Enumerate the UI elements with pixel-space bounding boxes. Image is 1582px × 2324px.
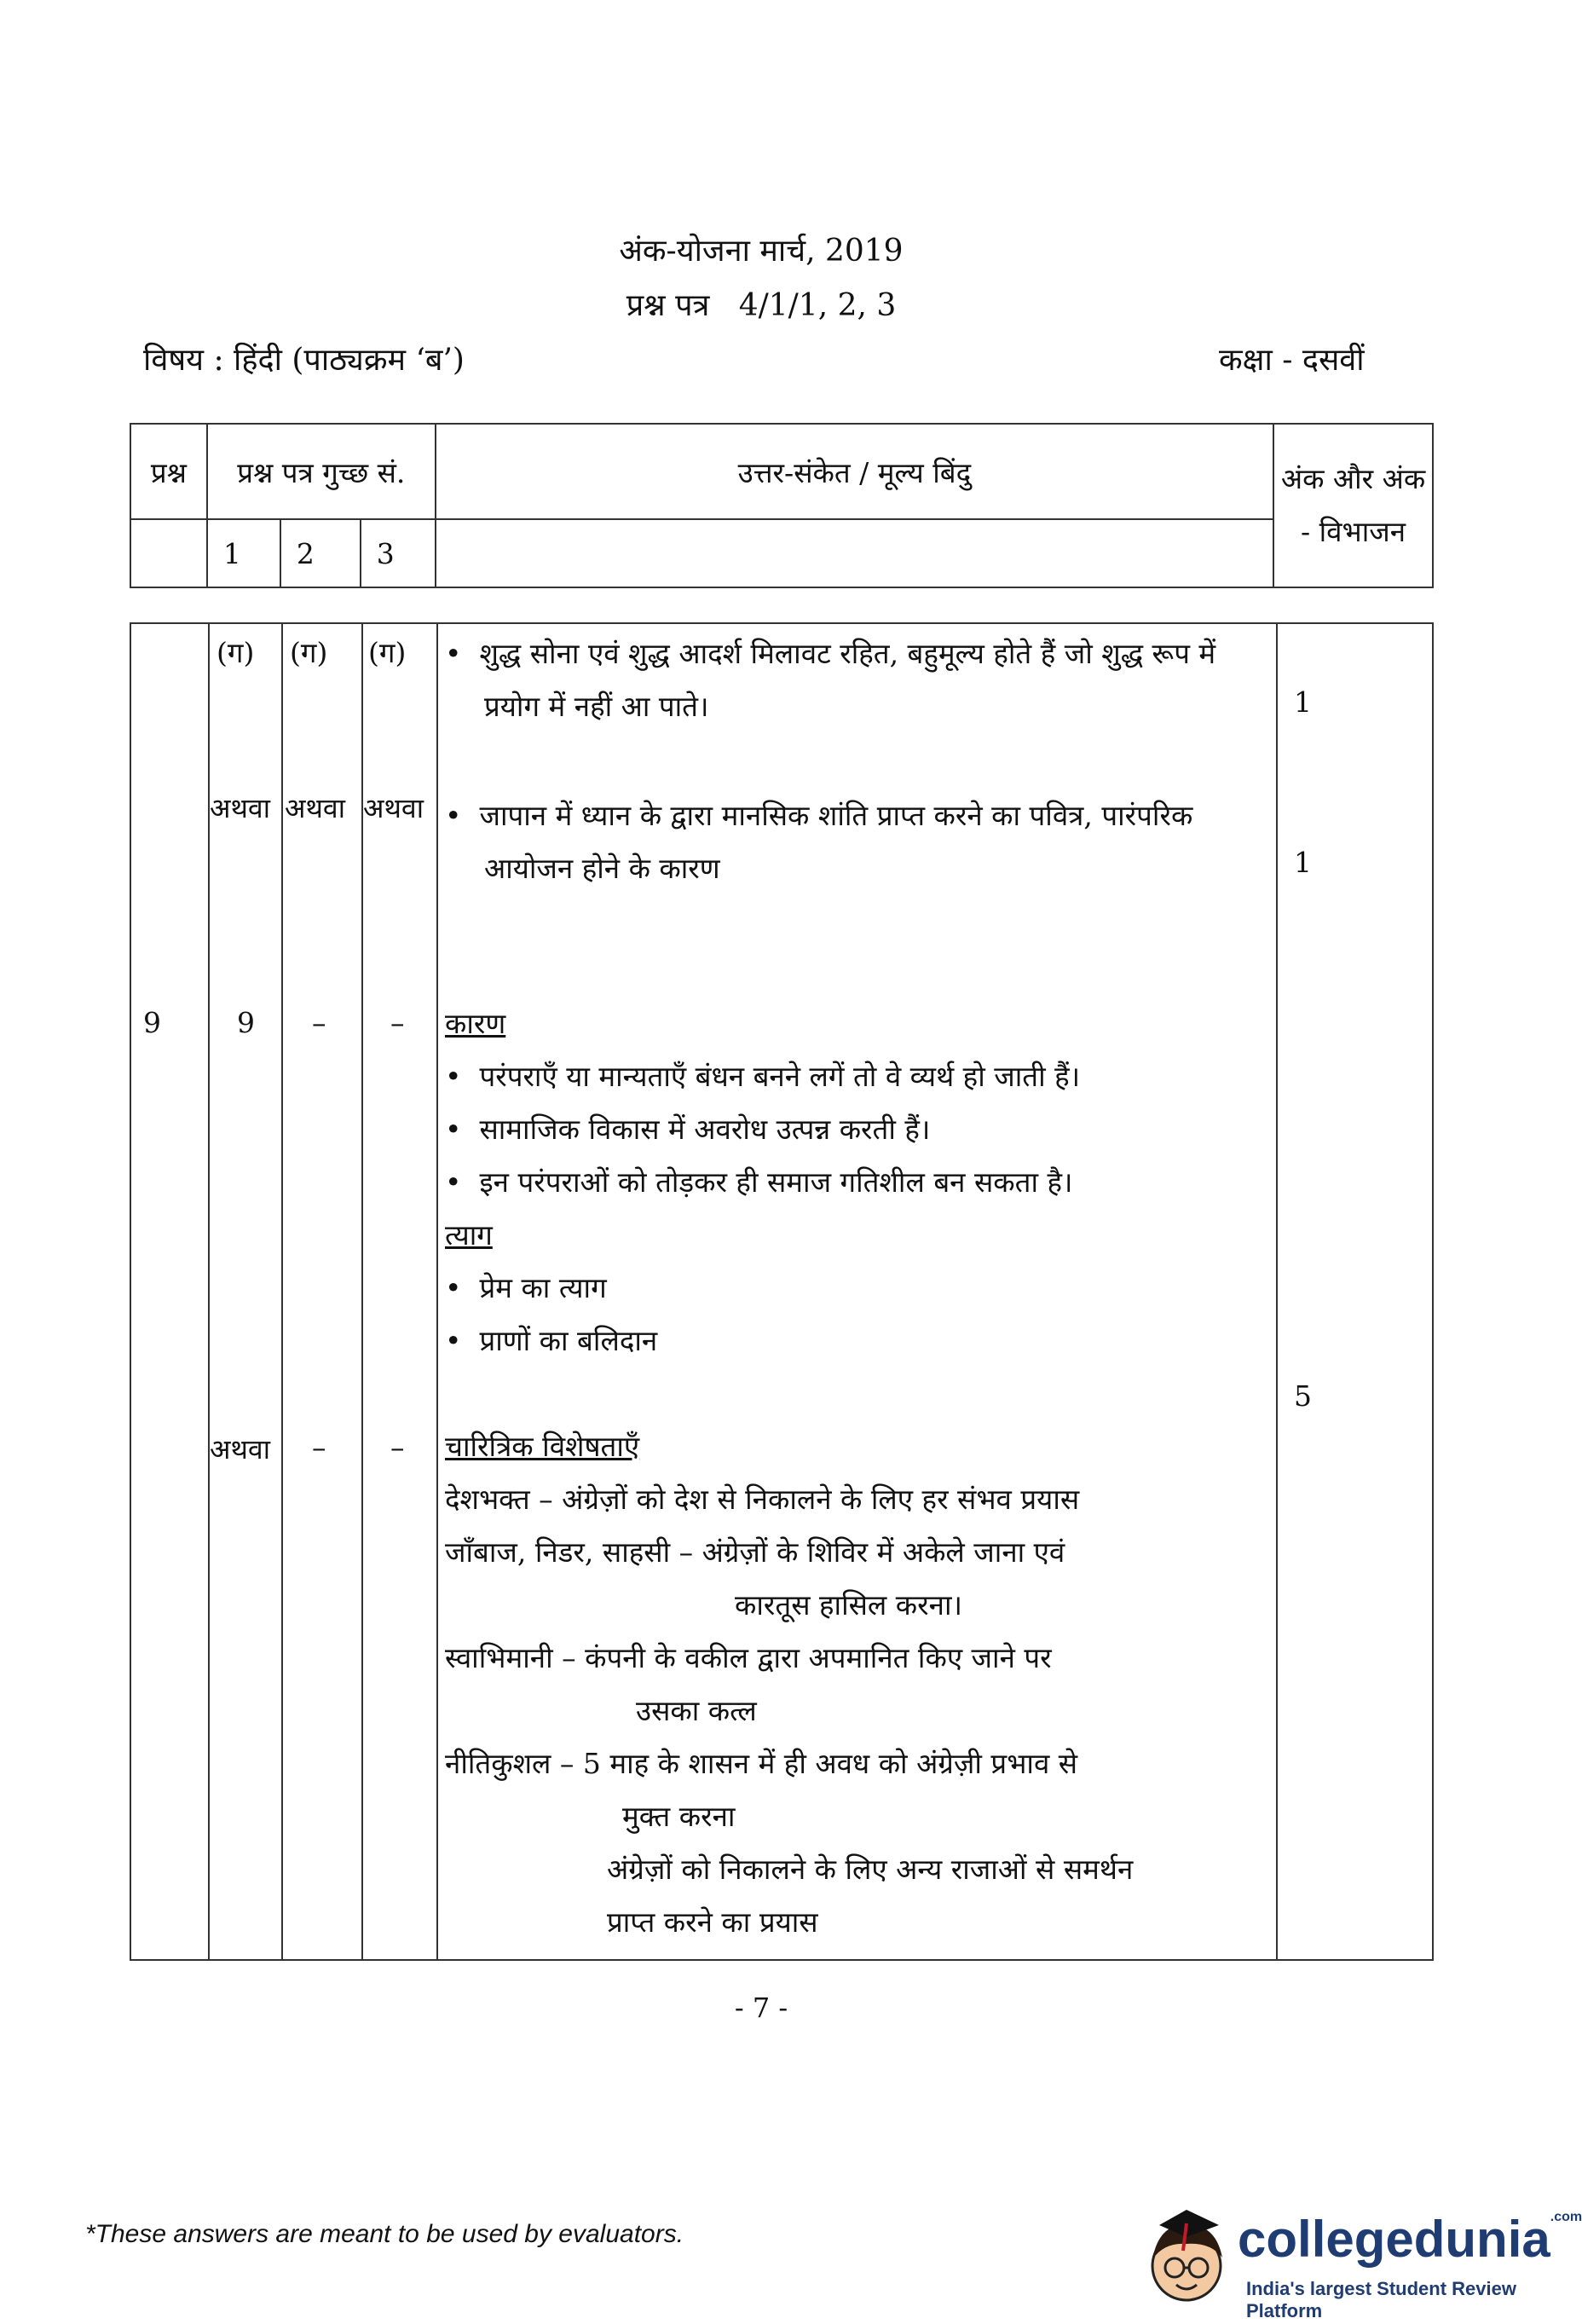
trait-brave-cont: कारतूस हासिल करना। — [735, 1588, 962, 1622]
reason-item: • परंपराएँ या मान्यताएँ बंधन बनने लगें तो वे व्यर्थ हो जाती हैं। — [445, 1060, 1081, 1093]
answer-g-bullet: • शुद्ध सोना एवं शुद्ध आदर्श मिलावट रहित, बहुमूल्य होते हैं जो शुद्ध रूप में प्रयोग में नहीं आ पाते। — [445, 637, 1216, 723]
trait-diplomatic-cont: मुक्त करना — [622, 1800, 736, 1833]
cell-empty — [436, 519, 1273, 587]
set3-g: (ग) — [368, 636, 407, 669]
trait-selfrespect-cont: उसका कत्ल — [636, 1694, 757, 1727]
col-answer: उत्तर-संकेत / मूल्य बिंदु — [436, 424, 1273, 519]
sacrifice-heading: त्याग — [445, 1218, 493, 1252]
trait-diplomatic: नीतिकुशल – 5 माह के शासन में ही अवध को अंग्रेज़ी प्रभाव से — [445, 1747, 1078, 1780]
trait-selfrespect: स्वाभिमानी – कंपनी के वकील द्वारा अपमानित किए जाने पर — [445, 1641, 1052, 1674]
page-number: - 7 - — [734, 1992, 788, 2024]
col-set-2: 2 — [280, 519, 361, 587]
trait-brave: जाँबाज, निडर, साहसी – अंग्रेज़ों के शिविर में अकेले जाना एवं — [445, 1535, 1065, 1569]
set1-g: (ग) — [217, 636, 255, 669]
set3-athva: अथवा — [363, 792, 424, 824]
document-title: अंक-योजना मार्च, 2019 — [619, 234, 904, 269]
trait-diplomatic-cont2: अंग्रेज़ों को निकालने के लिए अन्य राजाओं से समर्थन — [607, 1853, 1134, 1886]
set1-athva: अथवा — [210, 792, 270, 824]
col-set-3: 3 — [361, 519, 436, 587]
col-set-1: 1 — [207, 519, 280, 587]
answer-column — [445, 627, 1263, 1949]
paper-code: प्रश्न पत्र 4/1/1, 2, 3 — [626, 288, 897, 323]
reason-item: • सामाजिक विकास में अवरोध उत्पन्न करती हैं। — [445, 1113, 931, 1146]
trait-diplomatic-cont3: प्राप्त करने का प्रयास — [607, 1905, 818, 1939]
col-question: प्रश्न — [130, 424, 207, 519]
mark-q9: 5 — [1294, 1379, 1312, 1413]
brand-tagline: India's largest Student Review Platform — [1246, 2278, 1516, 2321]
header-table — [130, 423, 1434, 588]
set1-athva-2: अथवा — [210, 1433, 270, 1466]
set2-dash: – — [312, 1006, 326, 1039]
footer-note: *These answers are meant to be used by evaluators. — [85, 2220, 684, 2248]
sacrifice-item: • प्रेम का त्याग — [445, 1271, 607, 1304]
question-number: 9 — [143, 1006, 161, 1039]
answer-table — [130, 622, 1434, 1961]
traits-heading: चारित्रिक विशेषताएँ — [445, 1430, 640, 1463]
cell-empty — [130, 519, 207, 587]
mark-alt: 1 — [1294, 846, 1312, 879]
set2-athva: अथवा — [285, 792, 345, 824]
class-label: कक्षा - दसवीं — [1219, 343, 1365, 378]
trait-patriot: देशभक्त – अंग्रेज़ों को देश से निकालने के लिए हर संभव प्रयास — [445, 1483, 1080, 1516]
reason-item: • इन परंपराओं को तोड़कर ही समाज गतिशील बन सकता है। — [445, 1165, 1073, 1199]
set3-dash: – — [390, 1006, 405, 1039]
col-paper-set: प्रश्न पत्र गुच्छ सं. — [207, 424, 436, 519]
mascot-icon — [1134, 2200, 1244, 2310]
sacrifice-item: • प्राणों का बलिदान — [445, 1324, 658, 1357]
col-marks: अंक और अंक - विभाजन — [1273, 424, 1433, 587]
set1-number: 9 — [237, 1006, 255, 1039]
set3-dash-2: – — [390, 1431, 405, 1464]
brand-name: collegedunia$^{.com}$ — [1238, 2210, 1582, 2268]
set2-g: (ग) — [290, 636, 328, 669]
subject-label: विषय : हिंदी (पाठ्यक्रम ‘ब’) — [143, 343, 465, 378]
set2-dash-2: – — [312, 1431, 326, 1464]
reason-heading: कारण — [445, 1007, 506, 1040]
mark-g: 1 — [1294, 685, 1312, 719]
mascot-logo — [1134, 2200, 1244, 2310]
answer-alt-bullet: • जापान में ध्यान के द्वारा मानसिक शांति प्राप्त करने का पवित्र, पारंपरिक आयोजन होने के कारण — [445, 799, 1193, 885]
